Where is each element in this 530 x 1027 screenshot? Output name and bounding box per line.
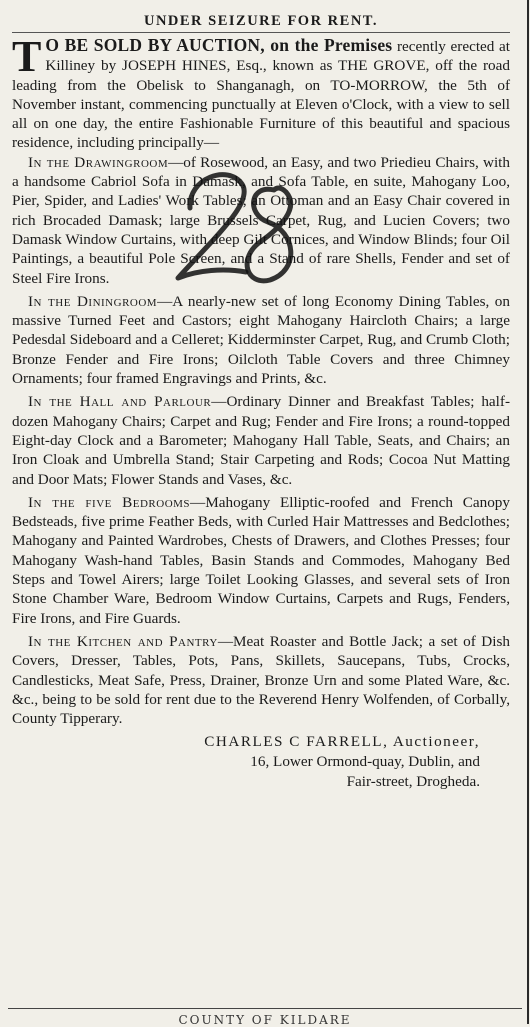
- section-label: In the Drawingroom: [28, 153, 169, 171]
- auctioneer-name: CHARLES C FARRELL, Auctioneer,: [204, 733, 480, 751]
- lead-paragraph: [12, 32, 511, 153]
- section-text: —A nearly-new set of long Economy Dining Tables, on massive Turned Feet and Castors; eight Mahogany Haircloth Chairs; a large Pedesdal Sideboard and a Celleret; Kidderminster Carpet, Rug, and Crumb Cloth; Bronze Fender and Fire Irons; Oilcloth Table Covers and three Chimney Ornaments; four framed Engravings and Prints, &c.: [12, 292, 510, 388]
- section-drawingroom: [12, 153, 510, 288]
- section-kitchen-pantry: [12, 632, 510, 728]
- section-text: —Meat Roaster and Bottle Jack; a set of Dish Covers, Dresser, Tables, Pots, Pans, Skillets, Saucepans, Tubs, Crocks, Candlesticks, Meat Safe, Press, Drainer, Bronze Urn and some Plated Ware, &c. &c., being to be sold for rent due to the Reverend Henry Wolfenden, of Corbally, County Tipperary.: [12, 632, 510, 728]
- section-hall-parlour: [12, 392, 510, 488]
- lead-body: recently erected at Killiney by JOSEPH HINES, Esq., known as THE GROVE, off the road leading from the Obelisk to Shanganagh, on TO-MORROW, the 5th of November instant, commencing punctually at Eleven o'Clock, with a view to sell all on one day, the entire Fashionable Furniture of this beautiful and spacious residence, including principally—: [12, 38, 511, 152]
- advert-heading: UNDER SEIZURE FOR RENT.: [12, 10, 510, 33]
- lead-headline: O BE SOLD BY AUCTION, on the Premises: [45, 35, 393, 55]
- section-text: —Mahogany Elliptic-roofed and French Canopy Bedsteads, five prime Feather Beds, with Curled Hair Mattresses and Bedclothes; Mahogany and Painted Wardrobes, Chests of Drawers, and Clothes Presses; four Mahogany Wash-hand Tables, Basin Stands and Commodes, Mahogany Bed Steps and Towel Airers; large Toilet Looking Glasses, and several sets of Iron Stone Chamber Ware, Bedroom Window Curtains, Carpets and Rugs, Fenders, Fire Irons, and Fire Guards.: [12, 493, 510, 627]
- section-bedrooms: [12, 493, 510, 628]
- column-rule: [527, 0, 529, 1024]
- auctioneer-address-2: Fair-street, Drogheda.: [346, 772, 480, 790]
- section-label: In the Kitchen and Pantry: [28, 632, 218, 650]
- section-text: —Ordinary Dinner and Breakfast Tables; half-dozen Mahogany Chairs; Carpet and Rug; Fender and Fire Irons; a round-topped Eight-day Clock and a Barometer; Mahogany Hall Table, Seats, and Chairs; an Iron Cloak and Umbrella Stand; Stair Carpeting and Rods; Cocoa Nut Matting and Door Mats; Flower Stands and Vases, &c.: [12, 393, 510, 488]
- section-text: —of Rosewood, an Easy, and two Priedieu Chairs, with a handsome Cabriol Sofa in Damask, and Sofa Table, en suite, Mahogany Loo, Pier, Spider, and Ladies' Work Tables; an Ottoman and an Easy Chair covered in rich Brocaded Damask; large Brussels Carpet, Rug, and Lucien Covers; two Damask Window Curtains, with deep Gilt Cornices, and Window Blinds; four Oil Paintings, a beautiful Pole Screen, and a Stand of rare Shells, Fender and set of Steel Fire Irons.: [12, 153, 510, 287]
- section-diningroom: [12, 292, 510, 388]
- auctioneer-address-1: 16, Lower Ormond-quay, Dublin, and: [250, 753, 480, 771]
- section-label: In the Hall and Parlour: [28, 393, 212, 411]
- section-label: In the Diningroom: [28, 292, 158, 310]
- section-label: In the five Bedrooms: [28, 493, 191, 511]
- advertisement-column: [12, 10, 510, 792]
- drop-cap: T: [12, 32, 42, 81]
- bottom-rule: [8, 1008, 522, 1009]
- bottom-fragment: COUNTY OF KILDARE: [178, 1013, 352, 1027]
